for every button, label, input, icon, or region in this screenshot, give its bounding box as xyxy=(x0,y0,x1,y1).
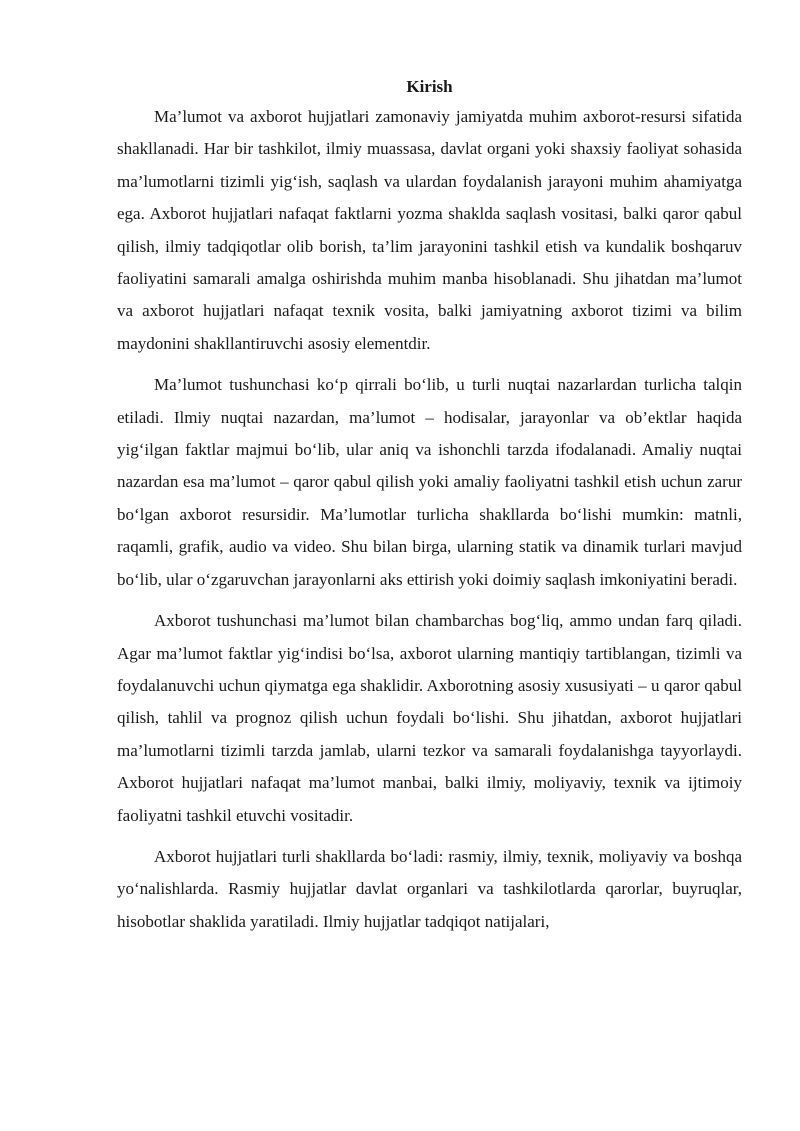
section-title: Kirish xyxy=(406,77,453,96)
paragraph-3: Axborot tushunchasi ma’lumot bilan chambarchas bog‘liq, ammo undan farq qiladi. Agar ma’lumot faktlar yig‘indisi bo‘lsa, axborot ularning mantiqiy tartiblangan, tizimli va foydalanuvchi uchun qiymatga ega shaklidir. Axborotning asosiy xususiyati – u qaror qabul qilish, tahlil va prognoz qilish uchun foydali bo‘lishi. Shu jihatdan, axborot hujjatlari ma’lumotlarni tizimli tarzda jamlab, ularni tezkor va samarali foydalanishga tayyorlaydi. Axborot hujjatlari nafaqat ma’lumot manbai, balki ilmiy, moliyaviy, texnik va ijtimoiy faoliyatni tashkil etuvchi vositadir. xyxy=(117,611,742,825)
paragraph-1: Ma’lumot va axborot hujjatlari zamonaviy jamiyatda muhim axborot-resursi sifatida shakllanadi. Har bir tashkilot, ilmiy muassasa, davlat organi yoki shaxsiy faoliyat sohasida ma’lumotlarni tizimli yig‘ish, saqlash va ulardan foydalanish jarayoni muhim ahamiyatga ega. Axborot hujjatlari nafaqat faktlarni yozma shaklda saqlash vositasi, balki qaror qabul qilish, ilmiy tadqiqotlar olib borish, ta’lim jarayonini tashkil etish va kundalik boshqaruv faoliyatini samarali amalga oshirishda muhim manba hisoblanadi. Shu jihatdan ma’lumot va axborot hujjatlari nafaqat texnik vosita, balki jamiyatning axborot tizimi va bilim maydonini shakllantiruvchi asosiy elementdir. xyxy=(117,107,742,353)
paragraph-4: Axborot hujjatlari turli shakllarda bo‘ladi: rasmiy, ilmiy, texnik, moliyaviy va boshqa yo‘nalishlarda. Rasmiy hujjatlar davlat organlari va tashkilotlarda qarorlar, buyruqlar, hisobotlar shaklida yaratiladi. Ilmiy hujjatlar tadqiqot natijalari, xyxy=(117,846,742,931)
document-page xyxy=(117,74,742,947)
paragraph-2: Ma’lumot tushunchasi ko‘p qirrali bo‘lib, u turli nuqtai nazarlardan turlicha talqin etiladi. Ilmiy nuqtai nazardan, ma’lumot – hodisalar, jarayonlar va ob’ektlar haqida yig‘ilgan faktlar majmui bo‘lib, ular aniq va ishonchli tarzda ifodalanadi. Amaliy nuqtai nazardan esa ma’lumot – qaror qabul qilish yoki amaliy faoliyatni tashkil etish uchun zarur bo‘lgan axborot resursidir. Ma’lumotlar turlicha shakllarda bo‘lishi mumkin: matnli, raqamli, grafik, audio va video. Shu bilan birga, ularning statik va dinamik turlari mavjud bo‘lib, ular o‘zgaruvchan jarayonlarni aks ettirish yoki doimiy saqlash imkoniyatini beradi. xyxy=(117,375,742,589)
